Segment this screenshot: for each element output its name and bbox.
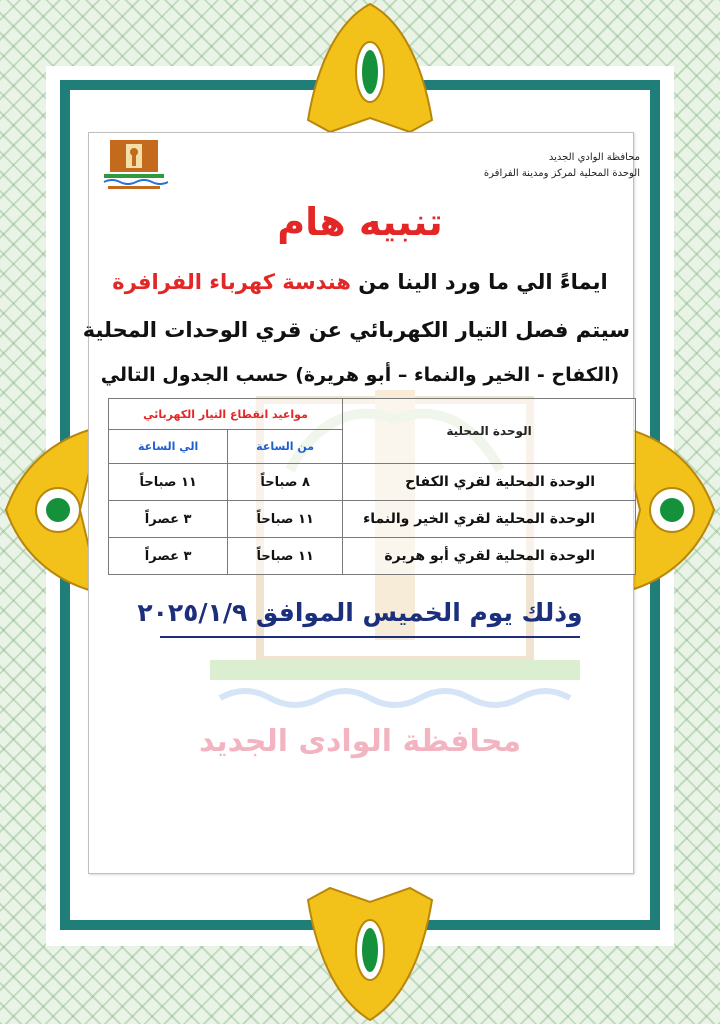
governorate-logo <box>100 138 168 190</box>
row-to-time: ٣ عصراً <box>109 538 228 575</box>
watermark-text: محافظة الوادى الجديد <box>198 724 522 759</box>
body-line-1-highlight: هندسة كهرباء الفرافرة <box>112 270 351 294</box>
left-ornament <box>0 420 100 600</box>
governorate-name: محافظة الوادي الجديد <box>548 152 640 163</box>
row-unit-name: الوحدة المحلية لقري الخير والنماء <box>343 501 636 538</box>
body-line-1-prefix: ايماءً الي ما ورد الينا من <box>358 270 608 294</box>
outage-schedule-table <box>108 398 636 575</box>
row-from-time: ١١ صباحاً <box>228 501 343 538</box>
col-local-unit-header: الوحدة المحلية <box>343 399 636 464</box>
footer-underline <box>160 636 580 638</box>
table-row <box>109 501 636 538</box>
body-line-1 <box>90 270 630 294</box>
col-from-header: من الساعة <box>228 430 343 464</box>
top-ornament <box>300 0 440 140</box>
col-outage-times-header: مواعيد انقطاع التيار الكهربائي <box>109 399 343 430</box>
row-from-time: ٨ صباحاً <box>228 464 343 501</box>
bottom-ornament <box>300 870 440 1024</box>
body-line-3: (الكفاح - الخير والنماء – أبو هريرة) حسب الجدول التالي <box>100 364 620 386</box>
row-to-time: ١١ صباحاً <box>109 464 228 501</box>
col-to-header: الي الساعة <box>109 430 228 464</box>
table-row <box>109 538 636 575</box>
local-unit-name: الوحدة المحلية لمركز ومدينة الفرافرة <box>483 168 640 179</box>
notice-title: تنبيه هام <box>277 200 443 244</box>
row-unit-name: الوحدة المحلية لقري أبو هريرة <box>343 538 636 575</box>
body-line-2: سيتم فصل التيار الكهربائي عن قري الوحدات المحلية <box>82 318 630 342</box>
row-from-time: ١١ صباحاً <box>228 538 343 575</box>
row-unit-name: الوحدة المحلية لقري الكفاح <box>343 464 636 501</box>
outage-date-line: وذلك يوم الخميس الموافق ٢٠٢٥/١/٩ <box>137 598 583 627</box>
table-row <box>109 464 636 501</box>
row-to-time: ٣ عصراً <box>109 501 228 538</box>
